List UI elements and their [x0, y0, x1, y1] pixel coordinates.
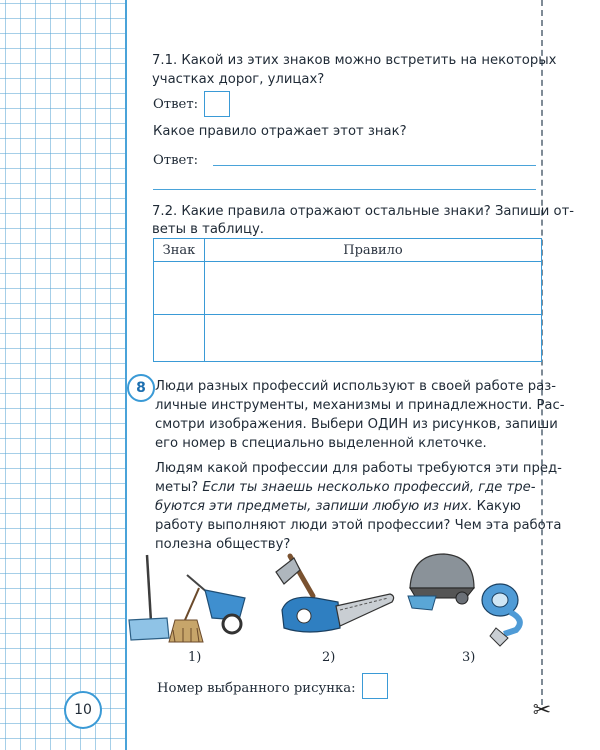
picture-number-box[interactable]	[362, 673, 388, 699]
q8-question-line2	[155, 479, 535, 498]
q8-question-line2-italic: Если ты знаешь несколько профессий, где тре-	[202, 480, 536, 495]
page-number: 10	[64, 691, 102, 729]
picture1-caption: 1)	[188, 650, 202, 665]
graph-paper-margin	[0, 0, 125, 750]
q8-question-line5: полезна обществу?	[155, 537, 291, 552]
table-cell-sign[interactable]	[154, 315, 205, 362]
q71-question-line2: участках дорог, улицах?	[152, 72, 325, 87]
table-cell-sign[interactable]	[154, 262, 205, 315]
task-number-badge: 8	[127, 374, 155, 402]
q71-answer-label: Ответ:	[153, 97, 199, 112]
shovel-wheelbarrow-broom-icon[interactable]	[127, 550, 252, 650]
table-row	[154, 315, 542, 362]
q72-question-line2: веты в таблицу.	[152, 222, 265, 237]
q71-answer2-label: Ответ:	[153, 153, 199, 168]
table-cell-rule[interactable]	[205, 315, 542, 362]
axe-chainsaw-icon[interactable]	[268, 550, 398, 650]
q8-question-line2-normal: меты?	[155, 480, 203, 495]
picture-number-label: Номер выбранного рисунка:	[157, 681, 356, 696]
q71-answer-line-2[interactable]	[153, 189, 536, 190]
q8-intro-line: смотри изображения. Выбери ОДИН из рисунков, запиши	[155, 417, 558, 432]
firefighter-helmet-hose-icon[interactable]	[400, 548, 540, 650]
q71-answer-line-1[interactable]	[213, 165, 536, 166]
table-header-row	[154, 239, 542, 262]
table-header-sign: Знак	[154, 239, 205, 262]
table-header-rule: Правило	[205, 239, 542, 262]
q8-question-line3-normal: Какую	[472, 499, 521, 514]
picture3-caption: 3)	[462, 650, 476, 665]
q8-question-line4: работу выполняют люди этой профессии? Чем эта работа	[155, 518, 562, 533]
q8-question-line3-italic: буются эти предметы, запиши любую из них.	[155, 499, 473, 514]
q71-answer-box[interactable]	[204, 91, 230, 117]
picture2-caption: 2)	[322, 650, 336, 665]
q72-question-line1: 7.2. Какие правила отражают остальные знаки? Запиши от-	[152, 204, 575, 219]
q8-question-line1: Людям какой профессии для работы требуются эти пред-	[155, 461, 562, 476]
rules-table	[153, 238, 542, 362]
q8-intro-line: личные инструменты, механизмы и принадлежности. Рас-	[155, 398, 565, 413]
table-cell-rule[interactable]	[205, 262, 542, 315]
q71-rule-question: Какое правило отражает этот знак?	[153, 124, 407, 139]
q71-question-line1: 7.1. Какой из этих знаков можно встретить на некоторых	[152, 53, 557, 68]
table-row	[154, 262, 542, 315]
q8-intro-line: его номер в специально выделенной клеточке.	[155, 436, 487, 451]
q8-question-line3	[155, 498, 521, 517]
scissors-icon: ✂	[532, 698, 552, 723]
q8-intro-line: Люди разных профессий используют в своей работе раз-	[155, 379, 556, 394]
